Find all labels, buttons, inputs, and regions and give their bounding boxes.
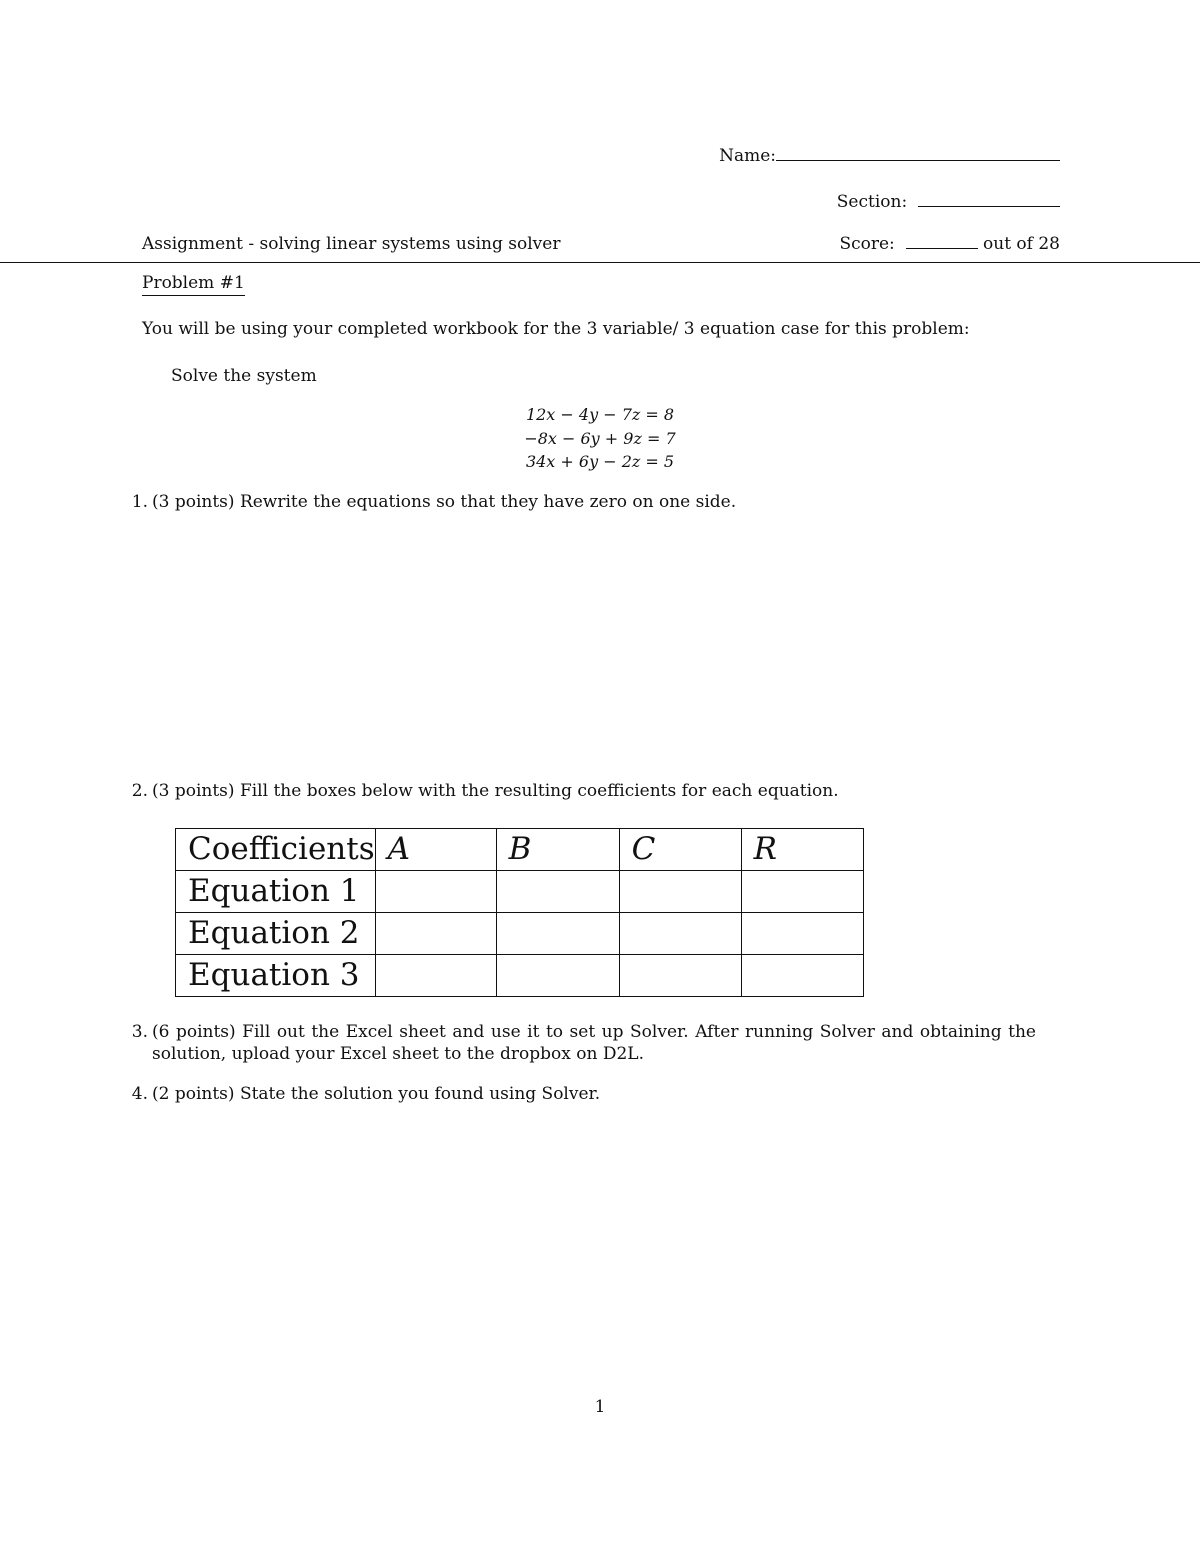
equation-system — [500, 403, 700, 474]
question-4 — [118, 1083, 600, 1105]
equation-line: 34x + 6y − 2z = 5 — [525, 452, 675, 471]
question-text: (6 points) Fill out the Excel sheet and use it to set up Solver. After running Solver and obtaining the solution, upload your Excel sheet to the dropbox on D2L. — [152, 1022, 1036, 1064]
answer-cell[interactable] — [619, 913, 741, 955]
problem-heading: Problem #1 — [142, 272, 245, 296]
question-number: 4. — [131, 1084, 148, 1104]
table-row — [176, 955, 864, 997]
score-blank-line[interactable] — [906, 234, 978, 249]
score-field-row — [839, 233, 1060, 255]
question-text: (3 points) Fill the boxes below with the resulting coefficients for each equation. — [152, 781, 839, 801]
answer-cell[interactable] — [741, 955, 863, 997]
score-suffix: out of 28 — [983, 234, 1060, 254]
name-field-row — [719, 145, 1060, 167]
question-number: 3. — [131, 1022, 148, 1042]
assignment-title: Assignment - solving linear systems using solver — [142, 234, 561, 254]
table-header-row — [176, 829, 864, 871]
answer-cell[interactable] — [496, 871, 619, 913]
table-header-cell: B — [496, 829, 619, 871]
problem-intro: You will be using your completed workbook for the 3 variable/ 3 equation case for this problem: — [142, 319, 970, 339]
table-row — [176, 871, 864, 913]
coefficient-table — [175, 828, 864, 997]
table-header-cell: C — [619, 829, 741, 871]
name-label: Name: — [719, 146, 776, 166]
answer-cell[interactable] — [496, 913, 619, 955]
answer-cell[interactable] — [619, 871, 741, 913]
question-text: (2 points) State the solution you found using Solver. — [152, 1084, 601, 1104]
section-field-row — [837, 191, 1060, 213]
section-label: Section: — [836, 192, 908, 212]
table-header-cell: R — [741, 829, 863, 871]
question-text: (3 points) Rewrite the equations so that they have zero on one side. — [152, 492, 737, 512]
table-row — [176, 913, 864, 955]
solve-prompt: Solve the system — [171, 366, 317, 386]
answer-cell[interactable] — [375, 871, 496, 913]
table-header-cell: Coefficients — [176, 829, 376, 871]
equation-line: −8x − 6y + 9z = 7 — [524, 428, 676, 448]
answer-cell[interactable] — [375, 913, 496, 955]
page-number: 1 — [594, 1397, 606, 1417]
answer-cell[interactable] — [619, 955, 741, 997]
section-blank-line[interactable] — [918, 192, 1060, 207]
score-label: Score: — [839, 234, 895, 254]
answer-cell[interactable] — [375, 955, 496, 997]
equation-line: 12x − 4y − 7z = 8 — [525, 405, 675, 424]
table-header-cell: A — [375, 829, 496, 871]
question-1 — [118, 491, 736, 513]
answer-cell[interactable] — [496, 955, 619, 997]
row-label: Equation 2 — [176, 913, 376, 955]
question-number: 2. — [131, 781, 148, 801]
name-blank-line[interactable] — [776, 146, 1060, 161]
answer-cell[interactable] — [741, 913, 863, 955]
row-label: Equation 1 — [176, 871, 376, 913]
question-2 — [118, 780, 839, 802]
answer-cell[interactable] — [741, 871, 863, 913]
question-number: 1. — [131, 492, 148, 512]
row-label: Equation 3 — [176, 955, 376, 997]
header-divider — [0, 262, 1200, 263]
question-3 — [118, 1021, 1063, 1065]
